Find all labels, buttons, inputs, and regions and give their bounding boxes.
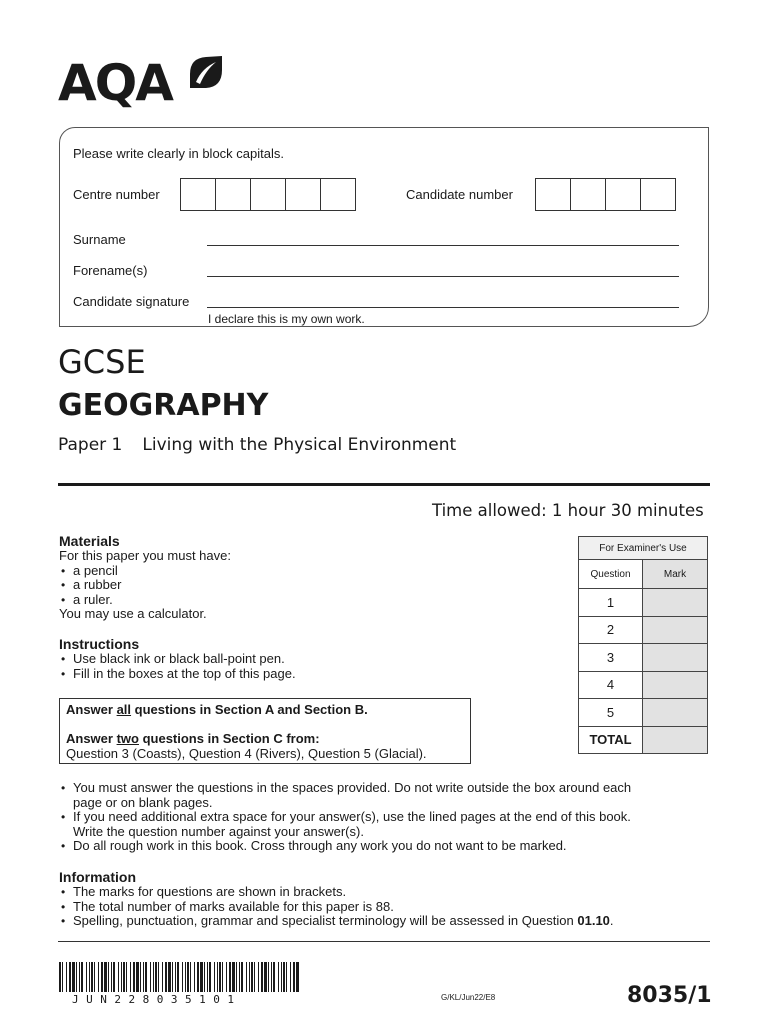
candidate-number-label: Candidate number <box>406 187 513 202</box>
list-item: • You must answer the questions in the spaces provided. Do not write outside the box around each <box>59 781 631 796</box>
mark-cell <box>643 644 708 672</box>
instructions-section <box>59 636 296 681</box>
spag-text: Spelling, punctuation, grammar and specialist terminology will be assessed in Question <box>73 913 578 928</box>
general-instructions-list <box>59 781 631 854</box>
centre-number-boxes[interactable] <box>181 178 356 211</box>
general-instructions <box>59 781 631 854</box>
instructions-heading: Instructions <box>59 636 140 652</box>
mark-cell <box>643 671 708 699</box>
list-item: • a rubber <box>59 578 231 593</box>
centre-number-label: Centre number <box>73 187 160 202</box>
paper-number: Paper 1 <box>58 435 123 455</box>
centre-number-cell[interactable] <box>215 178 251 211</box>
answer-line-2-post: questions in Section C from: <box>138 731 320 746</box>
materials-heading: Materials <box>59 533 120 549</box>
table-row <box>579 699 708 727</box>
aqa-leaf-logo-icon <box>188 54 224 90</box>
declaration-text: I declare this is my own work. <box>208 312 365 326</box>
list-item-continuation: Write the question number against your answer(s). <box>73 823 364 839</box>
list-item: • Fill in the boxes at the top of this page. <box>59 667 296 682</box>
list-item: • The marks for questions are shown in brackets. <box>59 885 614 900</box>
candidate-number-cell[interactable] <box>605 178 641 211</box>
mark-cell <box>643 699 708 727</box>
table-row <box>579 671 708 699</box>
centre-number-cell[interactable] <box>285 178 321 211</box>
total-mark-cell <box>643 726 708 754</box>
barcode-icon <box>59 962 299 992</box>
forename-label: Forename(s) <box>73 263 148 278</box>
question-number: 2 <box>579 616 643 644</box>
materials-intro: For this paper you must have: <box>59 548 231 563</box>
answer-line-2 <box>66 732 464 747</box>
spag-end: . <box>609 913 614 928</box>
candidate-number-cell[interactable] <box>535 178 571 211</box>
list-item: • a pencil <box>59 564 231 579</box>
spag-question: 01.10 <box>577 913 610 928</box>
answer-line-1-pre: Answer <box>66 702 117 717</box>
answer-line-1-post: questions in Section A and Section B. <box>131 702 368 717</box>
list-item: • Use black ink or black ball-point pen. <box>59 652 296 667</box>
information-heading: Information <box>59 869 136 885</box>
answer-line-3: Question 3 (Coasts), Question 4 (Rivers), Question 5 (Glacial). <box>66 745 427 761</box>
question-number: 5 <box>579 699 643 727</box>
subject-title: GEOGRAPHY <box>58 388 269 423</box>
list-item: • a ruler. <box>59 593 231 608</box>
surname-field[interactable] <box>207 245 679 246</box>
centre-number-cell[interactable] <box>180 178 216 211</box>
table-row <box>579 616 708 644</box>
forename-field[interactable] <box>207 276 679 277</box>
table-row <box>579 726 708 754</box>
time-allowed: Time allowed: 1 hour 30 minutes <box>432 501 704 520</box>
surname-label: Surname <box>73 232 126 247</box>
candidate-number-boxes[interactable] <box>536 178 676 211</box>
centre-number-cell[interactable] <box>320 178 356 211</box>
materials-list <box>59 564 231 608</box>
signature-label: Candidate signature <box>73 294 190 309</box>
table-row <box>579 589 708 617</box>
block-capitals-instruction: Please write clearly in block capitals. <box>73 146 284 161</box>
mark-column-header: Mark <box>643 560 708 589</box>
paper-code: 8035/1 <box>627 983 712 1008</box>
materials-section <box>59 533 231 622</box>
information-section <box>59 869 614 929</box>
mark-cell <box>643 589 708 617</box>
table-row <box>579 644 708 672</box>
list-item <box>59 914 614 929</box>
qualification-level: GCSE <box>58 343 146 381</box>
instructions-list <box>59 652 296 681</box>
paper-name: Living with the Physical Environment <box>142 435 457 455</box>
answer-line-1 <box>66 703 464 718</box>
candidate-number-cell[interactable] <box>570 178 606 211</box>
information-list <box>59 885 614 929</box>
paper-reference: G/KL/Jun22/E8 <box>441 993 496 1002</box>
list-item-continuation: page or on blank pages. <box>73 794 213 810</box>
total-label: TOTAL <box>579 726 643 754</box>
question-column-header: Question <box>579 560 643 589</box>
paper-title <box>58 437 456 454</box>
question-number: 1 <box>579 589 643 617</box>
barcode-number: JUN228035101 <box>72 993 242 1006</box>
section-answer-box <box>59 698 471 764</box>
examiner-table-title: For Examiner's Use <box>579 537 708 560</box>
answer-line-2-pre: Answer <box>66 731 117 746</box>
aqa-logo-text: AQA <box>58 54 172 112</box>
answer-line-2-emphasis: two <box>116 731 139 746</box>
mark-cell <box>643 616 708 644</box>
centre-number-cell[interactable] <box>250 178 286 211</box>
signature-field[interactable] <box>207 307 679 308</box>
question-number: 3 <box>579 644 643 672</box>
list-item: • The total number of marks available for this paper is 88. <box>59 900 614 915</box>
title-divider <box>58 483 710 486</box>
calculator-note: You may use a calculator. <box>59 606 207 621</box>
answer-line-1-emphasis: all <box>116 702 132 717</box>
examiner-use-table <box>578 536 708 754</box>
list-item: • Do all rough work in this book. Cross through any work you do not want to be marked. <box>59 839 631 854</box>
candidate-number-cell[interactable] <box>640 178 676 211</box>
list-item: • If you need additional extra space for your answer(s), use the lined pages at the end of this book. <box>59 810 631 825</box>
question-number: 4 <box>579 671 643 699</box>
footer-divider <box>58 941 710 942</box>
